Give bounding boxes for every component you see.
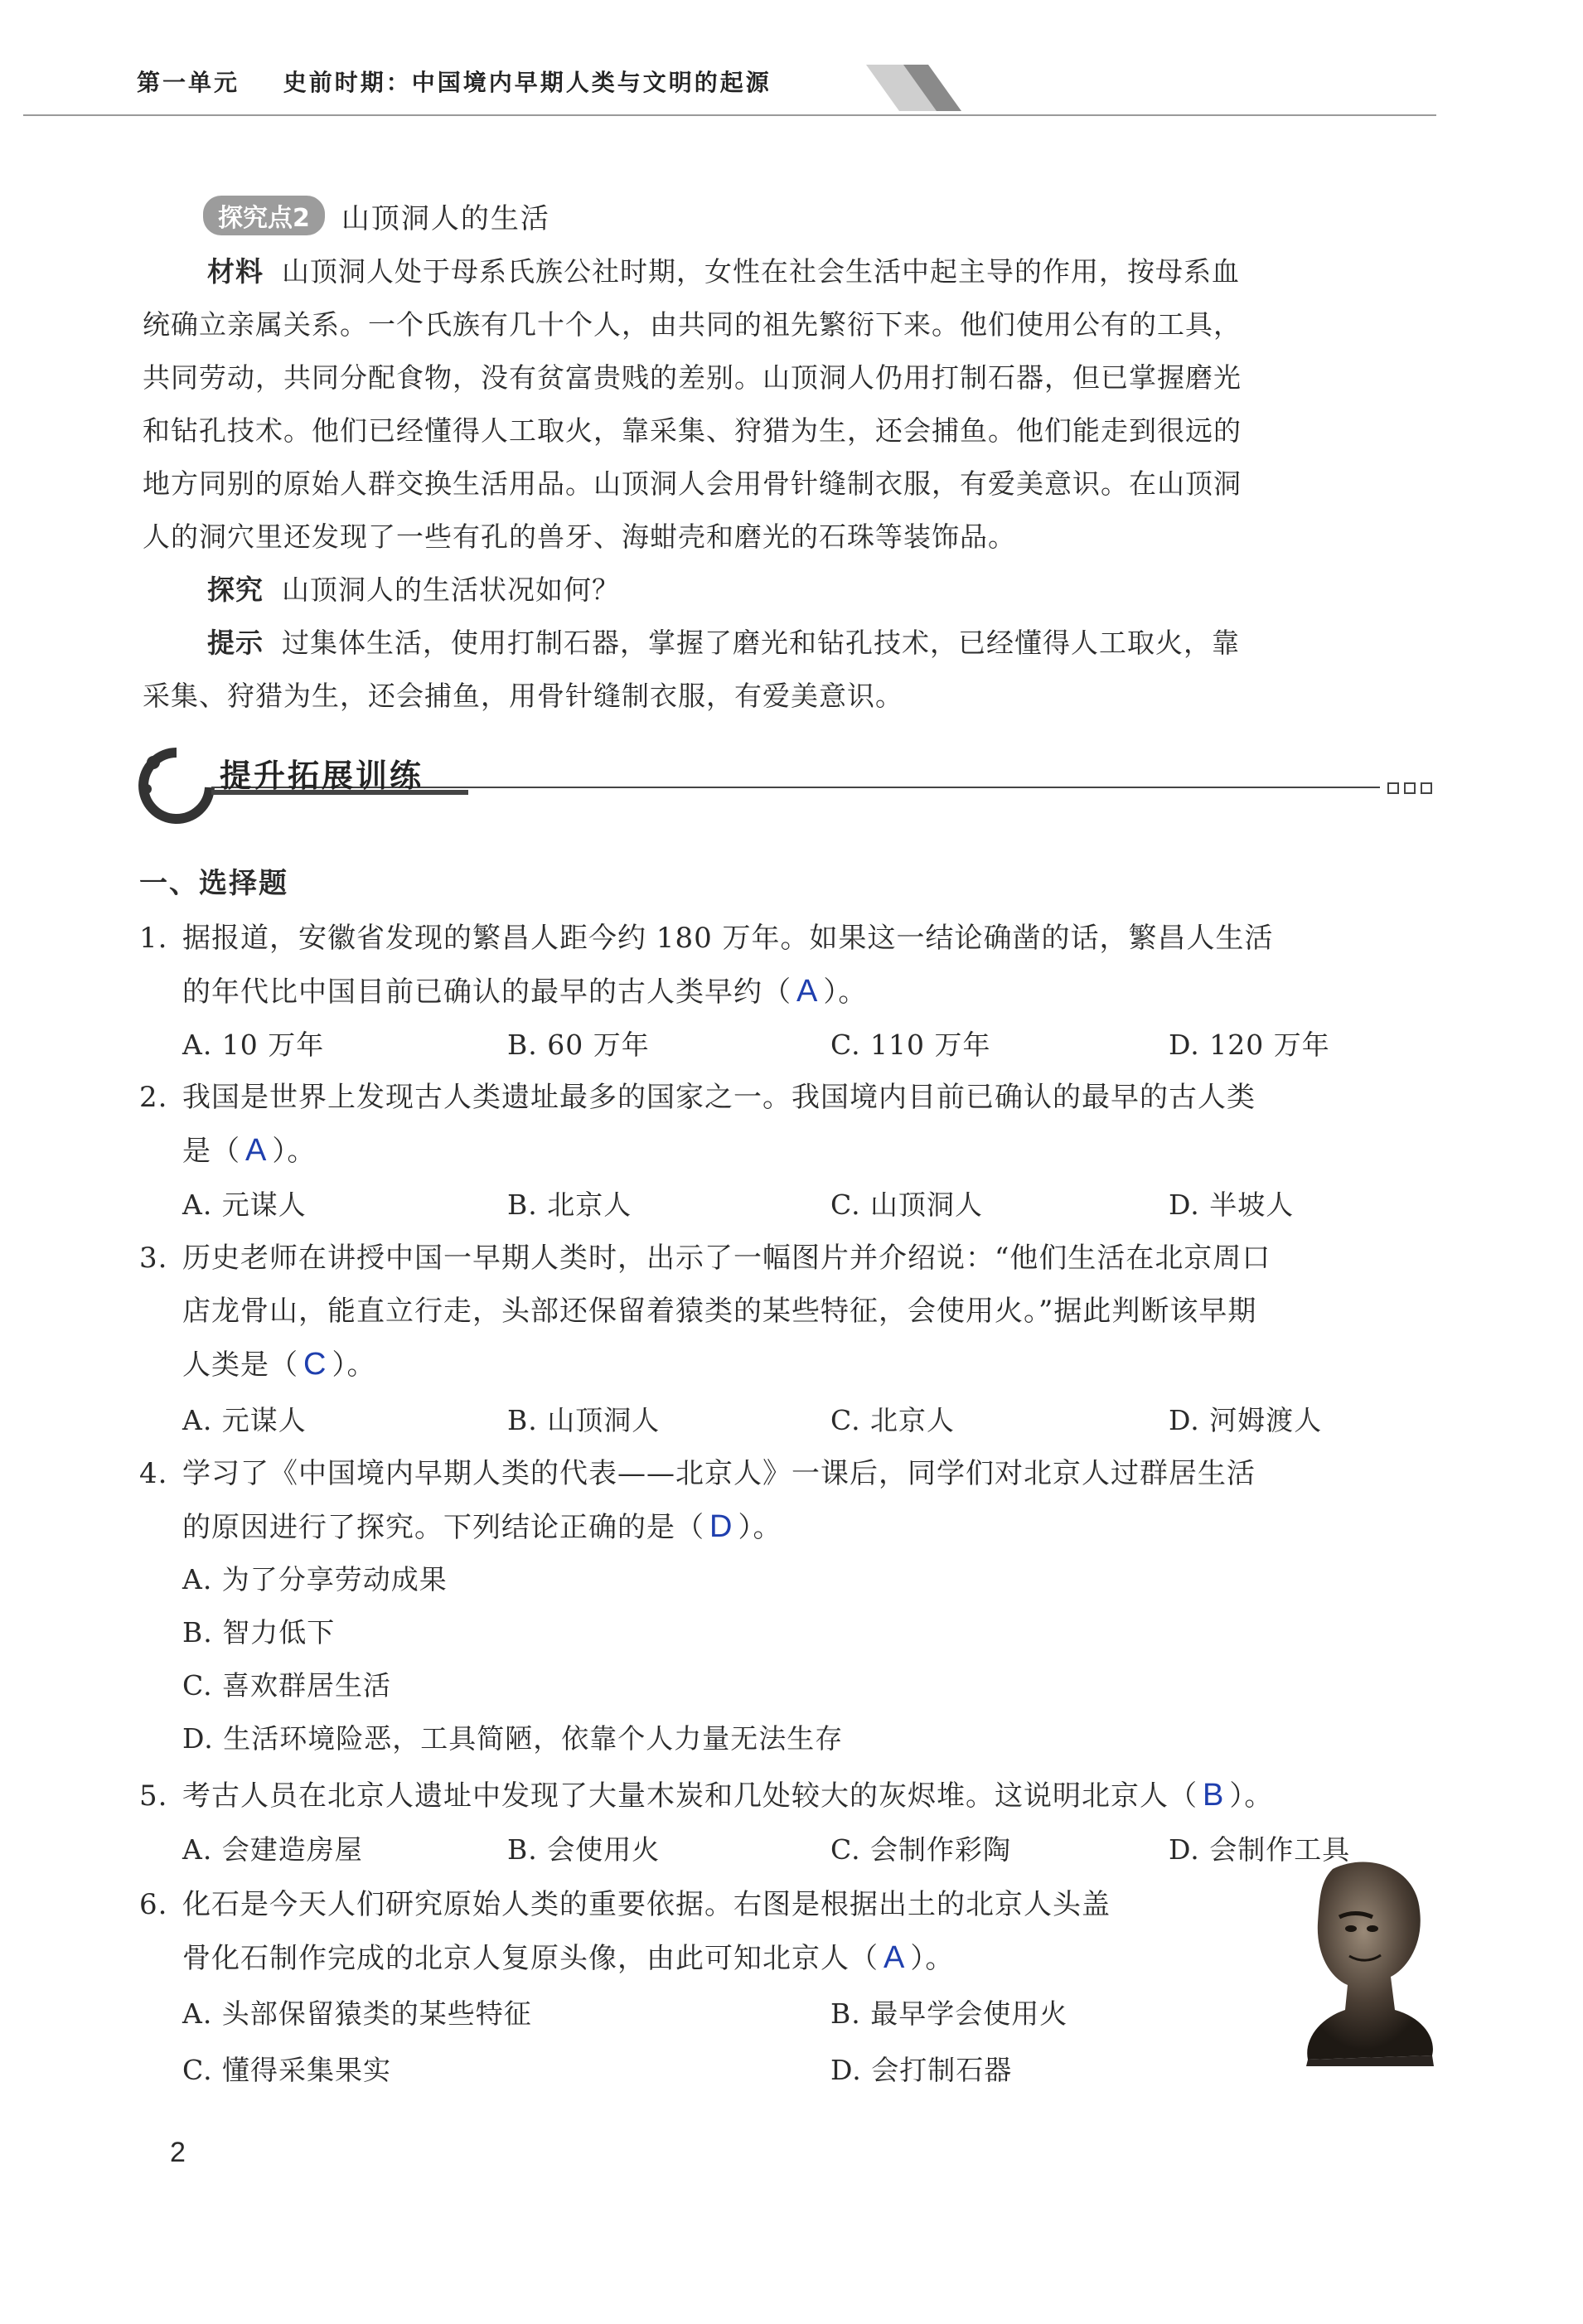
question-text: 我国是世界上发现古人类遗址最多的国家之一。我国境内目前已确认的最早的古人类 — [182, 1081, 1256, 1114]
question-number: 2. — [139, 1081, 168, 1114]
option: D. 会打制石器 — [830, 2054, 1013, 2086]
question-label: 探究 — [207, 574, 264, 606]
option: C. 会制作彩陶 — [830, 1833, 1012, 1866]
option: C. 山顶洞人 — [830, 1189, 984, 1221]
question-text: 据报道，安徽省发现的繁昌人距今约 180 万年。如果这一结论确凿的话，繁昌人生活 — [182, 922, 1274, 955]
section-heading: 一、选择题 — [139, 867, 288, 900]
material-line: 地方同别的原始人群交换生活用品。山顶洞人会用骨针缝制衣服，有爱美意识。在山顶洞 — [143, 467, 1242, 500]
option: A. 会建造房屋 — [182, 1833, 363, 1866]
question-4 — [139, 1447, 1440, 1554]
header-decoration — [866, 65, 974, 111]
question-tail: ）。 — [332, 1348, 376, 1382]
question-text: 的原因进行了探究。下列结论正确的是（ — [182, 1511, 704, 1544]
option: B. 北京人 — [507, 1189, 632, 1221]
question-text: 骨化石制作完成的北京人复原头像，由此可知北京人（ — [182, 1942, 879, 1975]
question-6 — [139, 1878, 1266, 1985]
hint-label: 提示 — [207, 627, 264, 659]
question-text: 考古人员在北京人遗址中发现了大量木炭和几处较大的灰烬堆。这说明北京人（ — [182, 1779, 1198, 1813]
question-number: 3. — [139, 1242, 168, 1275]
answer-mark: A — [796, 974, 819, 1009]
option: A. 头部保留猿类的某些特征 — [182, 1997, 532, 2030]
header-title: 史前时期：中国境内早期人类与文明的起源 — [283, 69, 772, 96]
header-unit: 第一单元 — [137, 69, 240, 96]
explore-badge: 探究点2 — [203, 196, 325, 235]
answer-mark: D — [709, 1509, 733, 1544]
material-label: 材料 — [207, 255, 264, 288]
option: A. 为了分享劳动成果 — [182, 1563, 448, 1595]
question-text: 化石是今天人们研究原始人类的重要依据。右图是根据出土的北京人头盖 — [182, 1888, 1111, 1921]
peking-man-bust-image — [1283, 1852, 1449, 2068]
material-line: 统确立亲属关系。一个氏族有几十个人，由共同的祖先繁衍下来。他们使用公有的工具， — [143, 308, 1242, 341]
question-number: 6. — [139, 1888, 168, 1921]
material-line: 人的洞穴里还发现了一些有孔的兽牙、海蚶壳和磨光的石珠等装饰品。 — [143, 520, 1016, 553]
question-tail: ）。 — [272, 1135, 317, 1168]
question-3 — [139, 1232, 1440, 1392]
question-text: 学习了《中国境内早期人类的代表——北京人》一课后，同学们对北京人过群居生活 — [182, 1457, 1256, 1490]
option: B. 会使用火 — [507, 1833, 661, 1866]
question-number: 5. — [139, 1779, 168, 1813]
hint-line: 过集体生活，使用打制石器，掌握了磨光和钻孔技术，已经懂得人工取火，靠 — [282, 627, 1240, 659]
explore-title — [203, 192, 550, 239]
question-tail: ）。 — [823, 976, 868, 1009]
question-text: 是（ — [182, 1135, 240, 1168]
material-line: 和钻孔技术。他们已经懂得人工取火，靠采集、狩猎为生，还会捕鱼。他们能走到很远的 — [143, 414, 1242, 447]
question-2 — [139, 1071, 1440, 1178]
question-number: 4. — [139, 1457, 168, 1490]
option: C. 北京人 — [830, 1404, 956, 1436]
option: D. 生活环境险恶，工具简陋，依靠个人力量无法生存 — [182, 1722, 844, 1755]
option: B. 60 万年 — [507, 1029, 650, 1061]
answer-mark: A — [245, 1133, 268, 1168]
material-line: 山顶洞人处于母系氏族公社时期，女性在社会生活中起主导的作用，按母系血 — [282, 255, 1240, 288]
option: C. 懂得采集果实 — [182, 2054, 392, 2086]
option: D. 半坡人 — [1169, 1189, 1295, 1221]
question-text: 店龙骨山，能直立行走，头部还保留着猿类的某些特征，会使用火。”据此判断该早期 — [182, 1295, 1257, 1328]
material-line: 共同劳动，共同分配食物，没有贫富贵贱的差别。山顶洞人仍用打制石器，但已掌握磨光 — [143, 361, 1242, 394]
section-banner-title: 提升拓展训练 — [220, 758, 424, 794]
explore-question: 山顶洞人的生活状况如何？ — [282, 574, 620, 606]
hint-line: 采集、狩猎为生，还会捕鱼，用骨针缝制衣服，有爱美意识。 — [143, 680, 903, 712]
option: D. 河姆渡人 — [1169, 1404, 1323, 1436]
option: A. 元谋人 — [182, 1404, 307, 1436]
option: C. 喜欢群居生活 — [182, 1669, 392, 1702]
option: D. 120 万年 — [1169, 1029, 1330, 1061]
question-text: 的年代比中国目前已确认的最早的古人类早约（ — [182, 976, 792, 1009]
question-tail: ）。 — [910, 1942, 955, 1975]
option: A. 10 万年 — [182, 1029, 325, 1061]
material-block — [143, 245, 1435, 723]
page-number: 2 — [170, 2137, 186, 2168]
header-rule — [23, 114, 1436, 116]
answer-mark: C — [303, 1347, 327, 1382]
option: B. 山顶洞人 — [507, 1404, 661, 1436]
option: B. 智力低下 — [182, 1616, 336, 1649]
answer-mark: A — [883, 1940, 906, 1975]
explore-heading: 山顶洞人的生活 — [341, 201, 550, 235]
option: D. 会制作工具 — [1169, 1833, 1351, 1866]
question-number: 1. — [139, 922, 168, 955]
running-header — [137, 65, 772, 98]
answer-mark: B — [1203, 1778, 1225, 1813]
option: C. 110 万年 — [830, 1029, 991, 1061]
question-tail: ）。 — [1229, 1779, 1274, 1813]
option: B. 最早学会使用火 — [830, 1997, 1068, 2030]
question-1 — [139, 912, 1440, 1019]
question-tail: ）。 — [738, 1511, 782, 1544]
option: A. 元谋人 — [182, 1189, 307, 1221]
question-text: 历史老师在讲授中国一早期人类时，出示了一幅图片并介绍说：“他们生活在北京周口 — [182, 1242, 1271, 1275]
question-5 — [139, 1769, 1440, 1823]
question-text: 人类是（ — [182, 1348, 298, 1382]
